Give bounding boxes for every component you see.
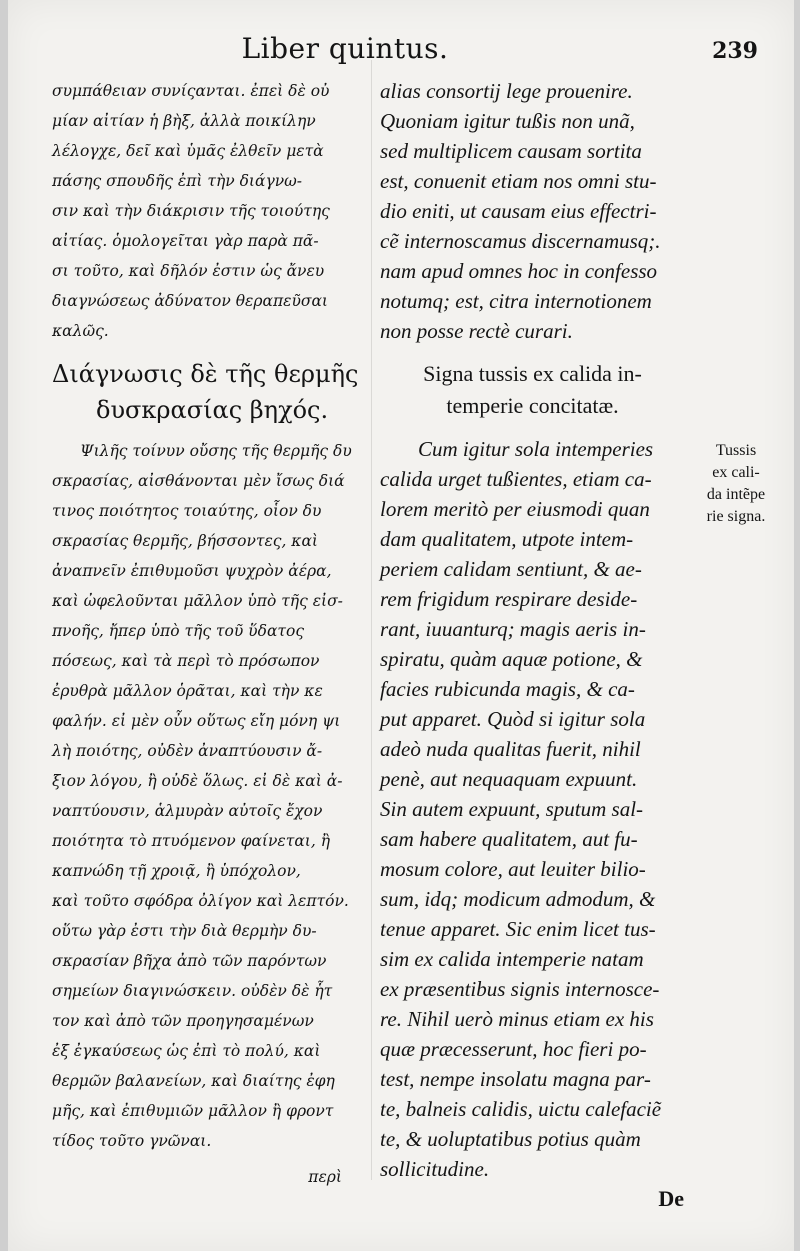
greek-text-line: πνοῆς, ἤπερ ὑπὸ τῆς τοῦ ὕδατος xyxy=(52,622,304,640)
greek-text-line: φαλήν. εἰ μὲν οὖν οὕτως εἴη μόνη ψι xyxy=(52,712,341,730)
greek-column xyxy=(52,76,372,1196)
greek-text-line: τινος ποιότητος τοιαύτης, οἷον δυ xyxy=(52,502,322,520)
latin-text-line: te, & uoluptatibus potius quàm xyxy=(380,1127,641,1151)
greek-text-line: τίδος τοῦτο γνῶναι. xyxy=(52,1132,212,1150)
greek-text-line: λὴ ποιότης, οὐδὲν ἀναπτύουσιν ἄ- xyxy=(52,742,323,760)
greek-text-line: σκρασίαν βῆχα ἀπὸ τῶν παρόντων xyxy=(52,952,327,970)
latin-text-line: alias consortij lege prouenire. xyxy=(380,79,633,103)
latin-text-line: cẽ internoscamus discernamusq;. xyxy=(380,229,661,253)
latin-text-line: sim ex calida intemperie natam xyxy=(380,947,644,971)
margin-note-line: Tussis xyxy=(715,442,757,459)
greek-text-line: σκρασίας θερμῆς, βήσσοντες, καὶ xyxy=(52,532,319,550)
latin-text-line: nam apud omnes hoc in confesso xyxy=(380,259,658,283)
latin-column xyxy=(380,76,685,1196)
latin-text-line: Quoniam igitur tußis non unã, xyxy=(380,109,635,133)
greek-text-line: σκρασίας, αἰσθάνονται μὲν ἴσως διά xyxy=(52,472,345,490)
greek-text-line: σημείων διαγινώσκειν. οὐδὲν δὲ ἧτ xyxy=(52,982,333,1000)
greek-text-line: τον καὶ ἀπὸ τῶν προηγησαμένων xyxy=(52,1012,314,1030)
margin-note xyxy=(686,440,786,528)
latin-text-line: re. Nihil uerò minus etiam ex his xyxy=(380,1007,654,1031)
greek-text-line: πάσης σπουδῆς ἐπὶ τὴν διάγνω- xyxy=(52,172,303,190)
greek-catchword: περὶ xyxy=(308,1168,342,1186)
greek-text-line: καὶ ὠφελοῦνται μᾶλλον ὑπὸ τῆς εἰσ- xyxy=(52,592,343,610)
latin-text-line: est, conuenit etiam nos omni stu- xyxy=(380,169,657,193)
latin-text-line: Cum igitur sola intemperies xyxy=(418,437,654,461)
greek-text-line: συμπάθειαν συνίςανται. ἐπεὶ δὲ οὐ xyxy=(52,82,330,100)
latin-text-line: Sin autem expuunt, sputum sal- xyxy=(380,797,644,821)
greek-text-line: θερμῶν βαλανείων, καὶ διαίτης ἐφη xyxy=(52,1072,335,1090)
greek-text-line: ἐρυθρὰ μᾶλλον ὁρᾶται, καὶ τὴν κε xyxy=(52,682,323,700)
latin-text-line: test, nempe insolatu magna par- xyxy=(380,1067,651,1091)
margin-note-line: da intẽpe xyxy=(706,486,766,503)
greek-text-line: σι τοῦτο, καὶ δῆλόν ἐστιν ὡς ἄνευ xyxy=(52,262,325,280)
greek-text-line: μίαν αἰτίαν ἡ βὴξ, ἀλλὰ ποικίλην xyxy=(52,112,316,130)
latin-text-line: rant, iuuanturq; magis aeris in- xyxy=(380,617,646,641)
book-page xyxy=(8,0,794,1251)
latin-text-line: rem frigidum respirare deside- xyxy=(380,587,638,611)
greek-text-line: ναπτύουσιν, ἁλμυρὰν αὐτοῖς ἔχον xyxy=(52,802,323,820)
latin-text-line: sollicitudine. xyxy=(380,1157,490,1181)
latin-text-line: sed multiplicem causam sortita xyxy=(380,139,642,163)
latin-text-line: penè, aut nequaquam expuunt. xyxy=(380,767,638,791)
greek-text-line: ξιον λόγου, ἢ οὐδὲ ὅλως. εἰ δὲ καὶ ἀ- xyxy=(52,772,343,790)
latin-text-line: sam habere qualitatem, aut fu- xyxy=(380,827,638,851)
latin-text-line: sum, idq; modicum admodum, & xyxy=(380,887,656,911)
greek-heading-line-2: δυσκρασίας βηχός. xyxy=(96,396,329,424)
latin-text-line: ex præsentibus signis internosce- xyxy=(380,977,660,1001)
latin-text-line: quæ præcesserunt, hoc fieri po- xyxy=(380,1037,647,1061)
latin-paragraph-1 xyxy=(380,76,685,346)
latin-text-line: dio eniti, ut causam eius effectri- xyxy=(380,199,657,223)
greek-text-line: πόσεως, καὶ τὰ περὶ τὸ πρόσωπον xyxy=(52,652,320,670)
running-title: Liber quintus. xyxy=(241,32,449,65)
latin-text-line: dam qualitatem, utpote intem- xyxy=(380,527,634,551)
catchword: De xyxy=(658,1186,684,1211)
greek-paragraph-2 xyxy=(52,436,372,1156)
latin-text-line: lorem meritò per eiusmodi quan xyxy=(380,497,650,521)
latin-paragraph-2 xyxy=(380,434,685,1184)
latin-text-line: non posse rectè curari. xyxy=(380,319,573,343)
greek-text-line: ἀναπνεῖν ἐπιθυμοῦσι ψυχρὸν ἀέρα, xyxy=(52,562,332,580)
latin-text-line: mosum colore, aut leuiter bilio- xyxy=(380,857,646,881)
page-number: 239 xyxy=(712,38,758,64)
latin-text-line: notumq; est, citra internotionem xyxy=(380,289,652,313)
latin-heading-line-1: Signa tussis ex calida in- xyxy=(423,361,642,386)
greek-heading-line-1: Διάγνωσις δὲ τῆς θερμῆς xyxy=(52,360,359,388)
margin-note-line: rie signa. xyxy=(706,508,766,525)
greek-text-line: καὶ τοῦτο σφόδρα ὀλίγον καὶ λεπτόν. xyxy=(52,892,349,910)
greek-text-line: ποιότητα τὸ πτυόμενον φαίνεται, ἢ xyxy=(52,832,331,850)
latin-text-line: tenue apparet. Sic enim licet tus- xyxy=(380,917,656,941)
greek-text-line: μῆς, καὶ ἐπιθυμιῶν μᾶλλον ἢ φροντ xyxy=(52,1102,334,1120)
latin-heading-line-2: temperie concitatæ. xyxy=(446,393,619,418)
latin-text-line: spiratu, quàm aquæ potione, & xyxy=(380,647,643,671)
greek-text-line: οὕτω γὰρ ἐστι τὴν διὰ θερμὴν δυ- xyxy=(52,922,317,940)
greek-text-line: διαγνώσεως ἀδύνατον θεραπεῦσαι xyxy=(52,292,328,310)
latin-text-line: adeò nuda qualitas fuerit, nihil xyxy=(380,737,641,761)
greek-text-line: Ψιλῆς τοίνυν οὔσης τῆς θερμῆς δυ xyxy=(80,442,352,460)
latin-text-line: periem calidam sentiunt, & ae- xyxy=(380,557,642,581)
greek-text-line: σιν καὶ τὴν διάκρισιν τῆς τοιούτης xyxy=(52,202,330,220)
latin-text-line: te, balneis calidis, uictu calefaciẽ xyxy=(380,1097,662,1121)
greek-text-line: καπνώδη τῇ χροιᾷ, ἢ ὑπόχολον, xyxy=(52,862,301,880)
greek-text-line: καλῶς. xyxy=(52,322,109,340)
greek-text-line: αἰτίας. ὁμολογεῖται γὰρ παρὰ πᾶ- xyxy=(52,232,319,250)
latin-text-line: facies rubicunda magis, & ca- xyxy=(380,677,635,701)
latin-text-line: put apparet. Quòd si igitur sola xyxy=(380,707,646,731)
margin-note-line: ex cali- xyxy=(712,464,760,481)
latin-text-line: calida urget tußientes, etiam ca- xyxy=(380,467,652,491)
greek-paragraph-1 xyxy=(52,76,372,346)
greek-text-line: ἐξ ἐγκαύσεως ὡς ἐπὶ τὸ πολύ, καὶ xyxy=(52,1042,321,1060)
greek-text-line: λέλογχε, δεῖ καὶ ὑμᾶς ἐλθεῖν μετὰ xyxy=(52,142,324,160)
